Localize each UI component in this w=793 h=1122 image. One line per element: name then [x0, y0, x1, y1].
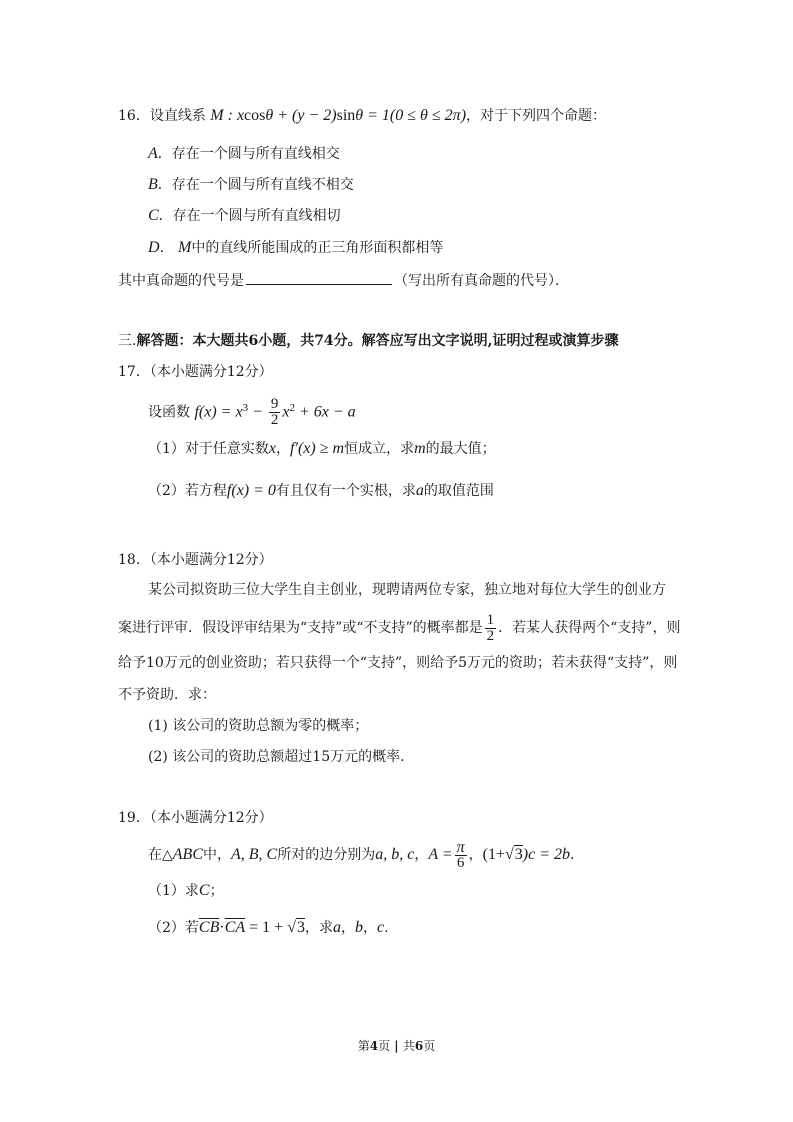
frac-den: 2 — [270, 412, 279, 429]
q17-function — [148, 392, 356, 429]
q18-part1: (1) 该公司的资助总额为零的概率； — [148, 718, 369, 734]
q17-math: f(x) = 0 — [226, 482, 276, 499]
q19-math: ABC — [172, 846, 203, 863]
footer-text: 第 — [357, 1039, 370, 1053]
footer-text: 页 — [378, 1039, 391, 1053]
q19-part1 — [148, 881, 224, 901]
q19-math: (1+ — [482, 846, 505, 863]
q19-fraction — [455, 840, 467, 871]
answer-blank[interactable] — [246, 270, 392, 285]
q17-math: 2 — [289, 402, 295, 414]
q19-math: a — [332, 919, 341, 936]
q19-part2 — [148, 918, 389, 938]
frac-num: 1 — [486, 611, 495, 628]
q19-text: 所对的边分别为 — [277, 847, 376, 863]
q18-text: ．若某人获得两个“支持”，则 — [498, 620, 681, 636]
q19-math: A = — [428, 846, 453, 863]
section-title: 解答题：本大题共6小题，共74分。解答应写出文字说明,证明过程或演算步骤 — [136, 333, 619, 349]
q19-text: 中， — [203, 847, 231, 863]
q19-text: 在△ — [148, 847, 173, 863]
q19-line1 — [148, 838, 574, 872]
q19-math: A, B, C — [231, 846, 278, 863]
q16-answer-line — [118, 270, 569, 291]
q17-math: x — [268, 440, 277, 457]
q19-text: ； — [209, 883, 224, 899]
sqrt-sign: √ — [504, 846, 514, 863]
q17-math: x — [282, 403, 290, 421]
page-number: 4 — [369, 1039, 379, 1053]
sqrt-radicand: 3 — [514, 846, 523, 863]
section-heading — [118, 331, 619, 351]
q19-text: . — [384, 920, 389, 936]
q18-line4: 不予资助．求： — [118, 687, 216, 703]
q17-math: m — [414, 440, 426, 457]
q16-tail: ，对于下列四个命题： — [466, 108, 607, 124]
q18-fraction — [485, 613, 497, 644]
q17-text: 的最大值； — [425, 441, 496, 457]
q18-text: 案进行评审．假设评审结果为“支持”或“不支持”的概率都是 — [118, 620, 483, 636]
q16-math: : x — [223, 107, 245, 124]
q17-text: ， — [276, 441, 291, 457]
option-letter: A — [148, 145, 158, 162]
option-text: 中的直线所能围成的正三角形面积都相等 — [191, 240, 444, 256]
q17-math: f(x) = x — [194, 403, 243, 421]
page-footer — [0, 1037, 793, 1055]
q16-option-a — [148, 144, 340, 164]
q16-option-b — [148, 175, 354, 195]
q19-text: ， — [362, 920, 377, 936]
q16-math: cos — [244, 107, 266, 124]
q16-option-d — [148, 238, 443, 258]
q17-part1 — [148, 439, 496, 459]
q19-text: ， — [340, 920, 355, 936]
answer-lead: 其中真命题的代号是 — [118, 273, 244, 289]
q16-math: θ = 1 — [355, 107, 390, 124]
q16-lead: 16．设直线系 — [118, 108, 206, 124]
q18-line3: 给予10万元的创业资助；若只获得一个“支持”，则给予5万元的资助；若未获得“支持”，则 — [118, 655, 678, 671]
footer-text: 共 — [402, 1039, 415, 1053]
q17-text: （2）若方程 — [148, 483, 227, 499]
section-prefix: 三. — [118, 333, 137, 349]
frac-den: 2 — [486, 627, 495, 644]
q18-line1: 某公司拟资助三位大学生自主创业，现聘请两位专家，独立地对每位大学生的创业方 — [148, 582, 666, 598]
q16-math: θ + (y − 2) — [265, 107, 337, 124]
footer-text: 页 — [423, 1039, 436, 1053]
q16-math: (0 ≤ θ ≤ 2π) — [389, 107, 467, 124]
option-math: M — [178, 239, 192, 256]
vector-cb: $\overline{CB}$ — [198, 919, 220, 936]
q19-math: a, b, c — [375, 846, 415, 863]
option-text: ．存在一个圆与所有直线相交 — [157, 146, 340, 162]
option-text: ．存在一个圆与所有直线相切 — [158, 208, 341, 224]
q17-text: （1）对于任意实数 — [148, 441, 269, 457]
q19-text: （2）若 — [148, 920, 199, 936]
option-letter: C — [148, 207, 159, 224]
q17-head: 17．（本小题满分12分） — [118, 364, 273, 380]
q17-math: f′(x) ≥ m — [290, 440, 345, 457]
option-letter: D — [148, 239, 160, 256]
q19-text: ， — [414, 847, 429, 863]
q17-text: 的取值范围 — [423, 483, 494, 499]
q17-part2 — [148, 481, 494, 501]
option-text: ． — [159, 240, 174, 256]
q19-math: )c = 2b — [522, 846, 570, 863]
q17-math: + 6x − a — [294, 403, 356, 421]
q18-head: 18．（本小题满分12分） — [118, 552, 273, 568]
frac-num: 9 — [270, 396, 279, 413]
q17-math: − — [248, 403, 267, 421]
q16-math: M — [210, 107, 224, 124]
q19-math: c — [376, 919, 385, 936]
q19-math: = 1 + — [245, 919, 288, 936]
option-letter: B — [148, 176, 158, 193]
q18-part2: (2) 该公司的资助总额超过15万元的概率. — [148, 749, 405, 765]
q17-fraction — [269, 397, 281, 428]
footer-separator: | — [390, 1039, 403, 1053]
q17-math: a — [415, 482, 424, 499]
q19-head: 19．（本小题满分12分） — [118, 810, 273, 826]
q18-line2 — [118, 611, 680, 645]
q16-stem — [118, 106, 606, 126]
q17-intro: 设函数 — [148, 404, 190, 421]
q19-text: ，求 — [304, 920, 333, 936]
q17-text: 有且仅有一个实根，求 — [275, 483, 416, 499]
answer-tail: （写出所有真命题的代号）． — [394, 273, 569, 289]
q19-text: ， — [468, 847, 483, 863]
q19-math: b — [354, 919, 363, 936]
frac-den: 6 — [456, 854, 465, 871]
dot-operator: · — [219, 919, 225, 936]
frac-num: π — [456, 838, 465, 856]
page-total: 6 — [414, 1039, 424, 1053]
q19-text: . — [570, 847, 575, 863]
option-text: ．存在一个圆与所有直线不相交 — [157, 177, 354, 193]
q16-math: sin — [336, 107, 356, 124]
q19-text: （1）求 — [148, 883, 199, 899]
vector-ca: $\overline{CA}$ — [224, 919, 246, 936]
sqrt-sign: √ — [287, 919, 296, 936]
q16-option-c — [148, 206, 341, 226]
sqrt-radicand: 3 — [296, 919, 305, 936]
q17-math: 3 — [242, 402, 249, 414]
q19-math: C — [198, 882, 210, 899]
q17-text: 恒成立，求 — [344, 441, 415, 457]
